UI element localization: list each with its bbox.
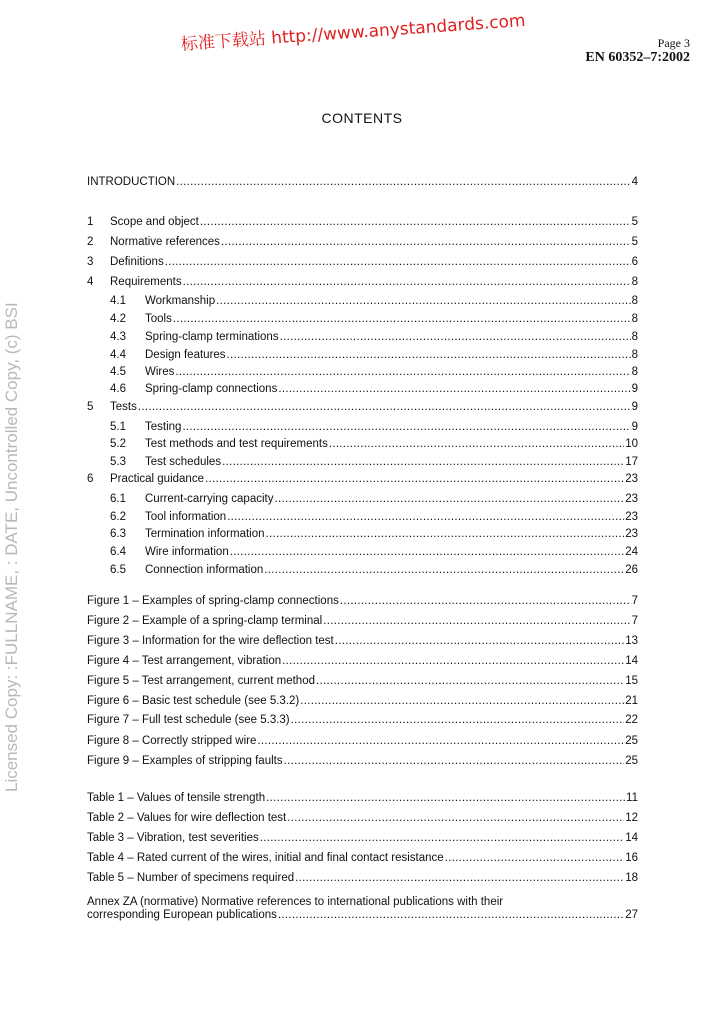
leader-dots	[200, 216, 631, 228]
leader-dots	[138, 401, 631, 413]
entry-page: 22	[625, 714, 638, 726]
toc-subsection[interactable]	[110, 546, 638, 561]
entry-label: Table 3 – Vibration, test severities	[87, 832, 259, 844]
entry-page: 8	[631, 331, 638, 343]
toc-subsection[interactable]	[110, 456, 638, 471]
leader-dots	[323, 615, 630, 627]
watermark-url: 标准下载站 http://www.anystandards.com	[180, 10, 527, 55]
entry-label: Test schedules	[145, 456, 222, 468]
entry-label: Test methods and test requirements	[145, 438, 328, 450]
entry-page: 23	[625, 528, 638, 540]
leader-dots	[227, 349, 631, 361]
page-title: CONTENTS	[321, 110, 403, 126]
toc-section[interactable]	[87, 216, 638, 231]
entry-page: 24	[625, 546, 638, 558]
section-number: 5.3	[110, 456, 126, 468]
entry-page: 9	[631, 401, 638, 413]
toc-figure[interactable]	[87, 655, 638, 670]
entry-page: 8	[631, 276, 638, 288]
section-number: 4	[87, 276, 94, 288]
entry-page: 8	[631, 366, 638, 378]
page-number: Page 3	[657, 36, 690, 50]
section-number: 1	[87, 216, 94, 228]
leader-dots	[300, 695, 624, 707]
entry-page: 6	[631, 256, 638, 268]
annex-label-line2: corresponding European publications	[87, 909, 277, 921]
entry-page: 8	[631, 295, 638, 307]
leader-dots	[278, 383, 630, 395]
toc-subsection[interactable]	[110, 366, 638, 381]
entry-page: 14	[625, 655, 638, 667]
toc-subsection[interactable]	[110, 331, 638, 346]
entry-label: Normative references	[110, 236, 220, 248]
entry-page: 9	[631, 421, 638, 433]
toc-figure[interactable]	[87, 735, 638, 750]
watermark-license: Licensed Copy: :FULLNAME, : DATE, Uncontrolled Copy, (c) BSI	[2, 302, 21, 792]
toc-section[interactable]	[87, 473, 638, 488]
entry-page: 7	[631, 615, 638, 627]
entry-page: 26	[625, 564, 638, 576]
section-number: 6.3	[110, 528, 126, 540]
standard-number: EN 60352–7:2002	[585, 50, 690, 65]
entry-page: 11	[626, 792, 638, 804]
entry-label: Design features	[145, 349, 226, 361]
entry-label: Requirements	[110, 276, 182, 288]
toc-table[interactable]	[87, 852, 638, 867]
section-number: 4.4	[110, 349, 126, 361]
toc-subsection[interactable]	[110, 313, 638, 328]
entry-page: 8	[631, 313, 638, 325]
leader-dots	[230, 546, 624, 558]
toc-figure[interactable]	[87, 675, 638, 690]
toc-figure[interactable]	[87, 595, 638, 610]
section-number: 6.2	[110, 511, 126, 523]
annex-label-line1: Annex ZA (normative) Normative references to international publications with their	[87, 896, 504, 908]
entry-label: Tool information	[145, 511, 227, 523]
leader-dots	[260, 832, 624, 844]
entry-page: 10	[625, 438, 638, 450]
leader-dots	[221, 236, 631, 248]
toc-figure[interactable]	[87, 695, 638, 710]
section-number: 6.4	[110, 546, 126, 558]
entry-page: 8	[631, 349, 638, 361]
annex-page: 27	[625, 909, 638, 921]
leader-dots	[445, 852, 625, 864]
toc-entry-introduction[interactable]	[87, 176, 638, 191]
entry-label: Figure 2 – Example of a spring-clamp terminal	[87, 615, 323, 627]
entry-label: Practical guidance	[110, 473, 204, 485]
leader-dots	[227, 511, 624, 523]
leader-dots	[176, 176, 630, 188]
toc-subsection[interactable]	[110, 349, 638, 364]
toc-section[interactable]	[87, 276, 638, 291]
entry-label: Definitions	[110, 256, 164, 268]
section-number: 5.2	[110, 438, 126, 450]
toc-subsection[interactable]	[110, 421, 638, 436]
leader-dots	[282, 655, 624, 667]
entry-label: Current-carrying capacity	[145, 493, 274, 505]
entry-label: Table 1 – Values of tensile strength	[87, 792, 266, 804]
section-number: 2	[87, 236, 94, 248]
entry-label: Figure 7 – Full test schedule (see 5.3.3)	[87, 714, 290, 726]
leader-dots	[183, 276, 631, 288]
entry-label: Figure 8 – Correctly stripped wire	[87, 735, 257, 747]
leader-dots	[266, 792, 625, 804]
entry-page: 15	[625, 675, 638, 687]
leader-dots	[222, 456, 624, 468]
toc-table[interactable]	[87, 872, 638, 887]
entry-page: 5	[631, 236, 638, 248]
entry-label: Workmanship	[145, 295, 216, 307]
toc-table[interactable]	[87, 812, 638, 827]
leader-dots	[205, 473, 624, 485]
toc-subsection[interactable]	[110, 564, 638, 579]
entry-page: 12	[625, 812, 638, 824]
leader-dots	[316, 675, 624, 687]
section-number: 3	[87, 256, 94, 268]
toc-entry-annex[interactable]	[87, 896, 638, 921]
section-number: 5.1	[110, 421, 126, 433]
section-number: 4.2	[110, 313, 126, 325]
leader-dots	[335, 635, 624, 647]
toc-table[interactable]	[87, 792, 638, 807]
toc-section[interactable]	[87, 256, 638, 271]
entry-label: Figure 4 – Test arrangement, vibration	[87, 655, 282, 667]
entry-page: 23	[625, 473, 638, 485]
leader-dots	[264, 564, 624, 576]
leader-dots	[257, 735, 624, 747]
leader-dots	[295, 872, 624, 884]
toc-subsection[interactable]	[110, 493, 638, 508]
leader-dots	[216, 295, 631, 307]
entry-label: INTRODUCTION	[87, 176, 176, 188]
leader-dots	[284, 755, 625, 767]
leader-dots	[329, 438, 624, 450]
entry-label: Figure 6 – Basic test schedule (see 5.3.2)	[87, 695, 300, 707]
leader-dots	[291, 714, 625, 726]
entry-label: Spring-clamp terminations	[145, 331, 279, 343]
section-number: 4.5	[110, 366, 126, 378]
entry-label: Table 5 – Number of specimens required	[87, 872, 295, 884]
toc-table[interactable]	[87, 832, 638, 847]
toc-figure[interactable]	[87, 615, 638, 630]
section-number: 6	[87, 473, 94, 485]
leader-dots	[175, 366, 630, 378]
entry-label: Tools	[145, 313, 172, 325]
entry-page: 14	[625, 832, 638, 844]
leader-dots	[340, 595, 631, 607]
entry-label: Figure 9 – Examples of stripping faults	[87, 755, 283, 767]
section-number: 6.1	[110, 493, 126, 505]
toc-subsection[interactable]	[110, 511, 638, 526]
leader-dots	[165, 256, 631, 268]
toc-figure[interactable]	[87, 635, 638, 650]
toc-section[interactable]	[87, 401, 638, 416]
entry-page: 9	[631, 383, 638, 395]
entry-label: Testing	[145, 421, 182, 433]
entry-page: 16	[625, 852, 638, 864]
toc-subsection[interactable]	[110, 383, 638, 398]
leader-dots	[287, 812, 624, 824]
entry-label: Connection information	[145, 564, 264, 576]
entry-page: 5	[631, 216, 638, 228]
entry-page: 7	[631, 595, 638, 607]
entry-page: 13	[625, 635, 638, 647]
entry-label: Figure 1 – Examples of spring-clamp connections	[87, 595, 339, 607]
entry-page: 25	[625, 755, 638, 767]
entry-page: 21	[625, 695, 638, 707]
leader-dots	[173, 313, 631, 325]
toc-figure[interactable]	[87, 755, 638, 770]
entry-label: Figure 3 – Information for the wire deflection test	[87, 635, 334, 647]
entry-page: 23	[625, 493, 638, 505]
entry-label: Table 2 – Values for wire deflection test	[87, 812, 287, 824]
entry-page: 23	[625, 511, 638, 523]
toc-section[interactable]	[87, 236, 638, 251]
toc-subsection[interactable]	[110, 528, 638, 543]
entry-page: 17	[625, 456, 638, 468]
entry-label: Scope and object	[110, 216, 199, 228]
entry-page: 18	[625, 872, 638, 884]
section-number: 4.6	[110, 383, 126, 395]
entry-label: Figure 5 – Test arrangement, current method	[87, 675, 315, 687]
entry-label: Tests	[110, 401, 137, 413]
leader-dots	[266, 528, 625, 540]
leader-dots	[278, 909, 624, 921]
leader-dots	[274, 493, 624, 505]
section-number: 5	[87, 401, 94, 413]
toc-subsection[interactable]	[110, 438, 638, 453]
entry-label: Spring-clamp connections	[145, 383, 278, 395]
entry-label: Wire information	[145, 546, 229, 558]
section-number: 6.5	[110, 564, 126, 576]
section-number: 4.3	[110, 331, 126, 343]
toc-figure[interactable]	[87, 714, 638, 729]
entry-label: Termination information	[145, 528, 265, 540]
toc-subsection[interactable]	[110, 295, 638, 310]
leader-dots	[280, 331, 631, 343]
entry-page: 4	[631, 176, 638, 188]
entry-label: Wires	[145, 366, 175, 378]
leader-dots	[182, 421, 630, 433]
section-number: 4.1	[110, 295, 126, 307]
entry-label: Table 4 – Rated current of the wires, initial and final contact resistance	[87, 852, 444, 864]
entry-page: 25	[625, 735, 638, 747]
